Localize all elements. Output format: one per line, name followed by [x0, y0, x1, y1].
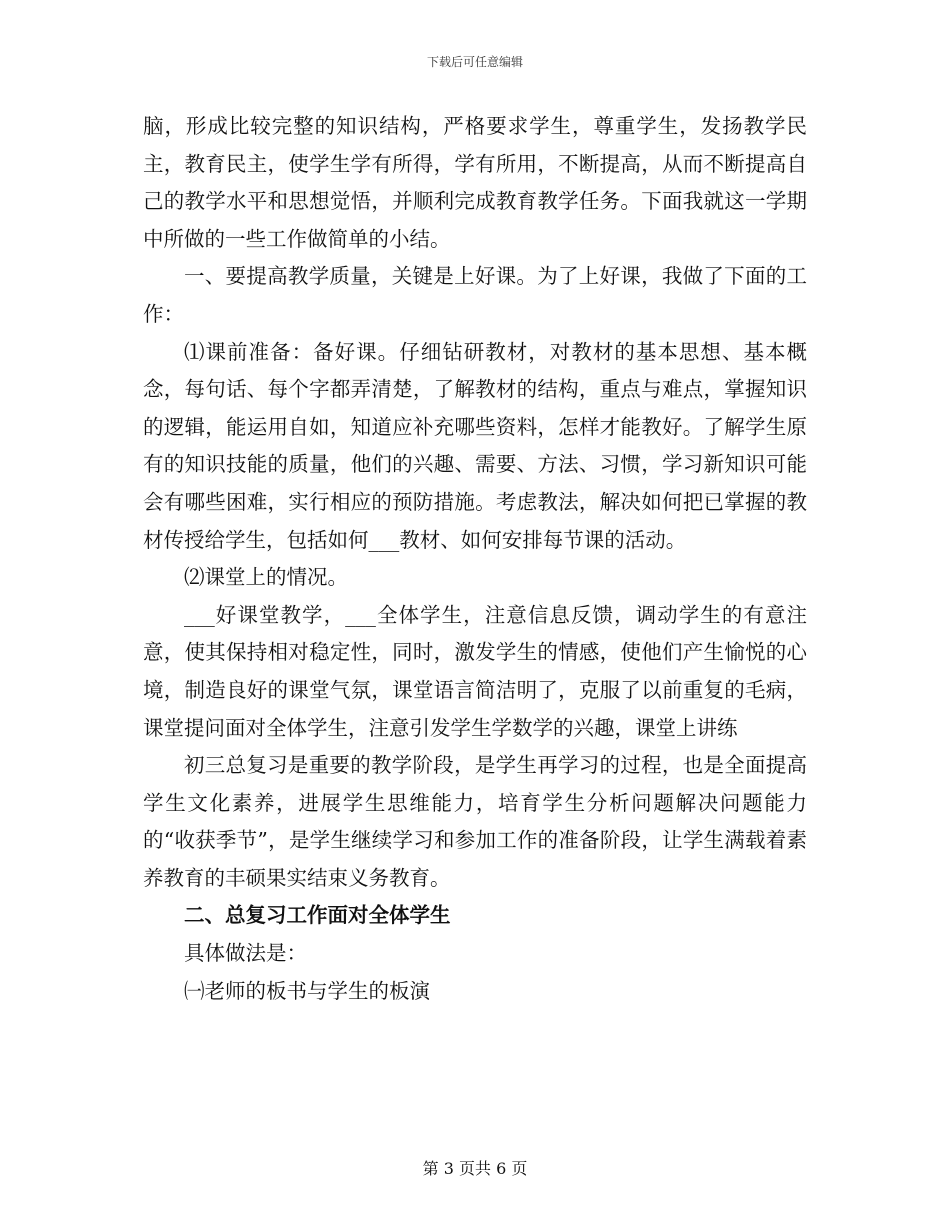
- paragraph-review-stage: 初三总复习是重要的教学阶段，是学生再学习的过程，也是全面提高学生文化素养，进展学生思维能力，培育学生分析问题解决问题能力的“收获季节”，是学生继续学习和参加工作的准备阶段，让学生满载着素养教育的丰硕果实结束义务教育。: [143, 753, 807, 890]
- paragraph-methods: 具体做法是：: [184, 941, 307, 966]
- paragraph-lesson-prep: ⑴课前准备：备好课。仔细钻研教材，对教材的基本思想、基本概念，每句话、每个字都弄清楚，了解教材的结构，重点与难点，掌握知识的逻辑，能运用自如，知道应补充哪些资料，怎样才能教好。了解学生原有的知识技能的质量，他们的兴趣、需要、方法、习惯，学习新知识可能会有哪些困难，实行相应的预防措施。考虑教法，解决如何把已掌握的教材传授给学生，包括如何___教材、如何安排每节课的活动。: [143, 339, 807, 552]
- paragraph-intro: 脑，形成比较完整的知识结构，严格要求学生，尊重学生，发扬教学民主，教育民主，使学生学有所得，学有所用，不断提高，从而不断提高自己的教学水平和思想觉悟，并顺利完成教育教学任务。下面我就这一学期中所做的一些工作做简单的小结。: [143, 114, 807, 251]
- page-header: 下载后可任意编辑: [426, 55, 523, 69]
- section-heading-two: 二、总复习工作面对全体学生: [184, 903, 451, 928]
- paragraph-classroom-teaching: ___好课堂教学，___全体学生，注意信息反馈，调动学生的有意注意，使其保持相对稳定性，同时，激发学生的情感，使他们产生愉悦的心境，制造良好的课堂气氛，课堂语言简洁明了，克服了以前重复的毛病，课堂提问面对全体学生，注意引发学生学数学的兴趣，课堂上讲练: [143, 602, 807, 740]
- paragraph-blackboard: ㈠老师的板书与学生的板演: [184, 978, 430, 1003]
- paragraph-section-one: 一、要提高教学质量，关键是上好课。为了上好课，我做了下面的工作：: [143, 264, 807, 326]
- paragraph-classroom-heading: ⑵课堂上的情况。: [184, 565, 348, 590]
- document-body: [143, 108, 807, 1010]
- page-number: 第 3 页共 6 页: [422, 1159, 528, 1178]
